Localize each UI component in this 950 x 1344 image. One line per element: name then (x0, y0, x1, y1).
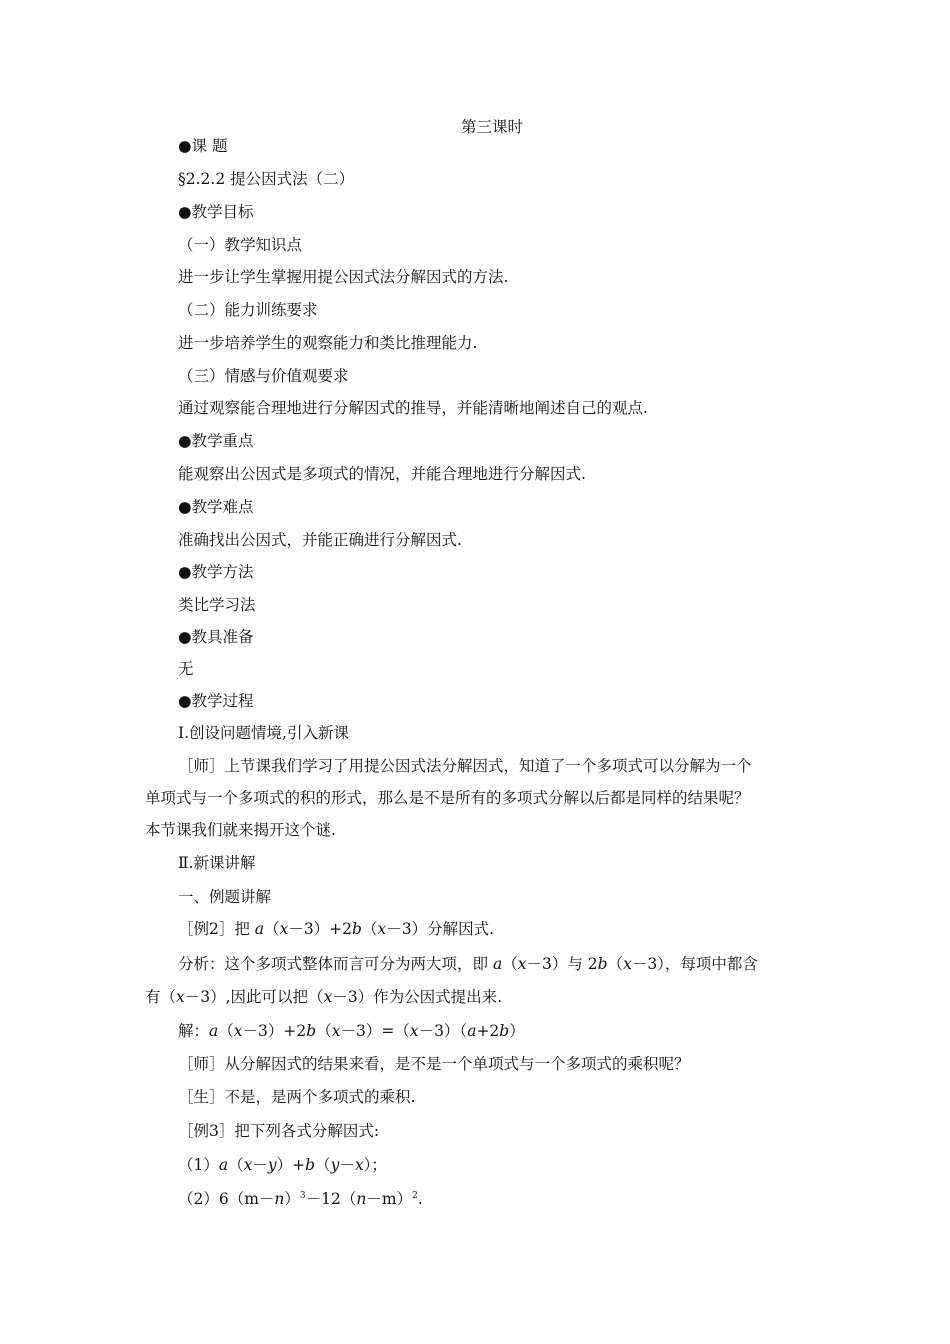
process-heading: ●教学过程 (178, 692, 254, 710)
teacher-intro-line-1: ［师］上节课我们学习了用提公因式法分解因式，知道了一个多项式可以分解为一个 (178, 757, 752, 775)
solution-line: 解：a（x－3）+2b（x－3）=（x－3）（a+2b） (178, 1022, 525, 1040)
objective-1-text: 进一步让学生掌握用提公因式法分解因式的方法. (178, 268, 509, 286)
example-3-item-1: （1）a（x－y）+b（y－x）； (178, 1156, 387, 1174)
topic-heading: ●课 题 (178, 137, 228, 155)
key-point-text: 能观察出公因式是多项式的情况，并能合理地进行分解因式. (178, 465, 586, 483)
section-2-heading: Ⅱ.新课讲解 (178, 854, 256, 872)
section-1-heading: Ⅰ.创设问题情境,引入新课 (178, 724, 349, 742)
example-3-heading: ［例3］把下列各式分解因式: (178, 1122, 380, 1140)
teacher-intro-line-2: 单项式与一个多项式的积的形式，那么是不是所有的多项式分解以后都是同样的结果呢？ (145, 789, 750, 807)
objective-2-text: 进一步培养学生的观察能力和类比推理能力. (178, 334, 478, 352)
student-answer: ［生］不是，是两个多项式的乘积. (178, 1088, 416, 1106)
objective-1-heading: （一）教学知识点 (178, 236, 303, 254)
difficulty-heading: ●教学难点 (178, 498, 254, 516)
example-2-line: ［例2］把 a（x－3）+2b（x－3）分解因式. (178, 920, 495, 938)
subsection-1-heading: 一、例题讲解 (178, 888, 272, 906)
teacher-question: ［师］从分解因式的结果来看，是不是一个单项式与一个多项式的乘积呢？ (178, 1055, 690, 1073)
objective-3-text: 通过观察能合理地进行分解因式的推导，并能清晰地阐述自己的观点. (178, 399, 648, 417)
teacher-intro-line-3: 本节课我们就来揭开这个谜. (145, 821, 336, 839)
method-text: 类比学习法 (178, 596, 256, 614)
analysis-line-1: 分析：这个多项式整体而言可分为两大项，即 a（x－3）与 2b（x－3），每项中都含 (178, 955, 758, 973)
objectives-heading: ●教学目标 (178, 203, 254, 221)
difficulty-text: 准确找出公因式，并能正确进行分解因式. (178, 531, 462, 549)
key-point-heading: ●教学重点 (178, 432, 254, 450)
method-heading: ●教学方法 (178, 563, 254, 581)
analysis-line-2: 有（x－3）,因此可以把（x－3）作为公因式提出来. (145, 988, 503, 1006)
page-title: 第三课时 (460, 118, 523, 136)
example-3-item-2: $(2)6(m-n)^3-12(n-m)^2$. (178, 1190, 423, 1208)
tools-heading: ●教具准备 (178, 628, 254, 646)
topic-text: §2.2.2 提公因式法（二） (178, 170, 355, 188)
tools-text: 无 (178, 660, 194, 678)
objective-3-heading: （三）情感与价值观要求 (178, 367, 349, 385)
objective-2-heading: （二）能力训练要求 (178, 301, 318, 319)
